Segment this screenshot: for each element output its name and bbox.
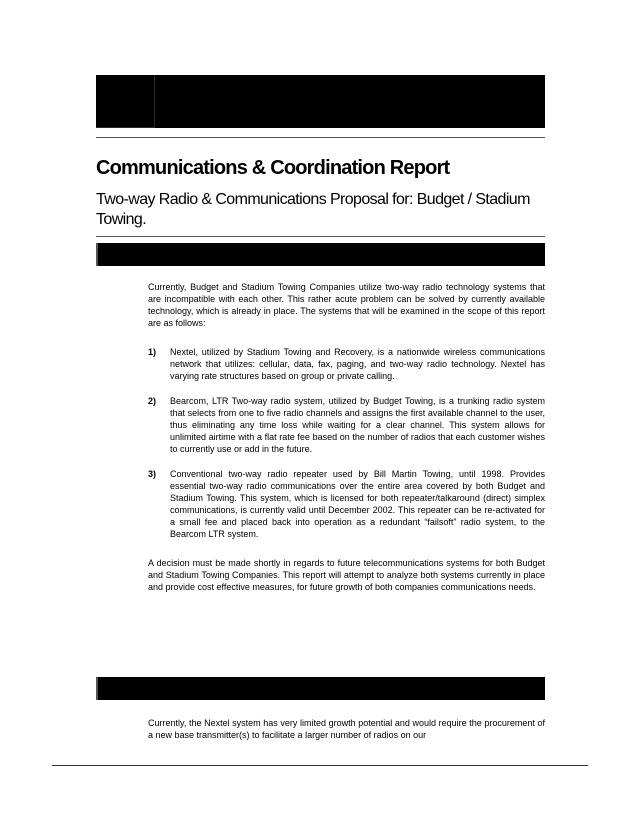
list-item <box>148 395 545 455</box>
report-title: Communications & Coordination Report <box>96 157 450 179</box>
footer-divider <box>52 765 588 766</box>
section-bar-tick <box>96 243 98 266</box>
list-item-number: 3) <box>148 469 157 479</box>
list-item-text: Conventional two-way radio repeater used by Bill Martin Towing, until 1998. Provides essential two-way radio communications over the entire area covered by both Budget and Stadium Towing. This system, which is licensed for both repeater/talkaround (direct) simplex communications, is currently valid until December 2002. This repeater can be re-activated for a small fee and placed back into operation as a redundant “failsoft” radio system, to the Bearcom LTR system. <box>170 469 545 540</box>
section-heading-bar <box>96 243 545 266</box>
list-item <box>148 346 545 382</box>
header-banner <box>96 75 545 128</box>
subtitle-divider <box>96 236 545 237</box>
nextel-paragraph <box>148 717 545 741</box>
list-item-number: 1) <box>148 347 157 357</box>
nextel-text: Currently, the Nextel system has very limited growth potential and would require the procurement of a new base transmitter(s) to facilitate a larger number of radios on our <box>148 718 545 741</box>
list-item <box>148 468 545 541</box>
list-item-text: Nextel, utilized by Stadium Towing and Recovery, is a nationwide wireless communications network that utilizes: cellular, data, fax, paging, and two-way radio technology. Nextel has varying rate structures based on group or private calling. <box>170 347 545 382</box>
header-logo-block <box>96 75 155 128</box>
section-heading-bar <box>96 677 545 700</box>
decision-paragraph <box>148 557 545 593</box>
list-item-number: 2) <box>148 396 157 406</box>
section-bar-tick <box>96 677 98 700</box>
decision-text: A decision must be made shortly in regards to future telecommunications systems for both Budget and Stadium Towing Companies. This report will attempt to analyze both systems currently in place and provide cost effective measures, for future growth of both companies communications needs. <box>148 558 545 593</box>
report-subtitle: Two-way Radio & Communications Proposal for: Budget / Stadium Towing. <box>96 191 530 228</box>
list-item-text: Bearcom, LTR Two-way radio system, utilized by Budget Towing, is a trunking radio system that selects from one to five radio channels and assigns the first available channel to the user, thus eliminating any time loss while waiting for a clear channel. This system allows for unlimited airtime with a flat rate fee based on the number of radios that each customer wishes to currently use or add in the future. <box>170 396 545 455</box>
intro-text: Currently, Budget and Stadium Towing Companies utilize two-way radio technology systems that are incompatible with each other. This rather acute problem can be solved by currently available technology, which is already in place. The systems that will be examined in the scope of this report are as follows: <box>148 282 545 329</box>
header-divider <box>96 137 545 138</box>
intro-paragraph <box>148 281 545 329</box>
